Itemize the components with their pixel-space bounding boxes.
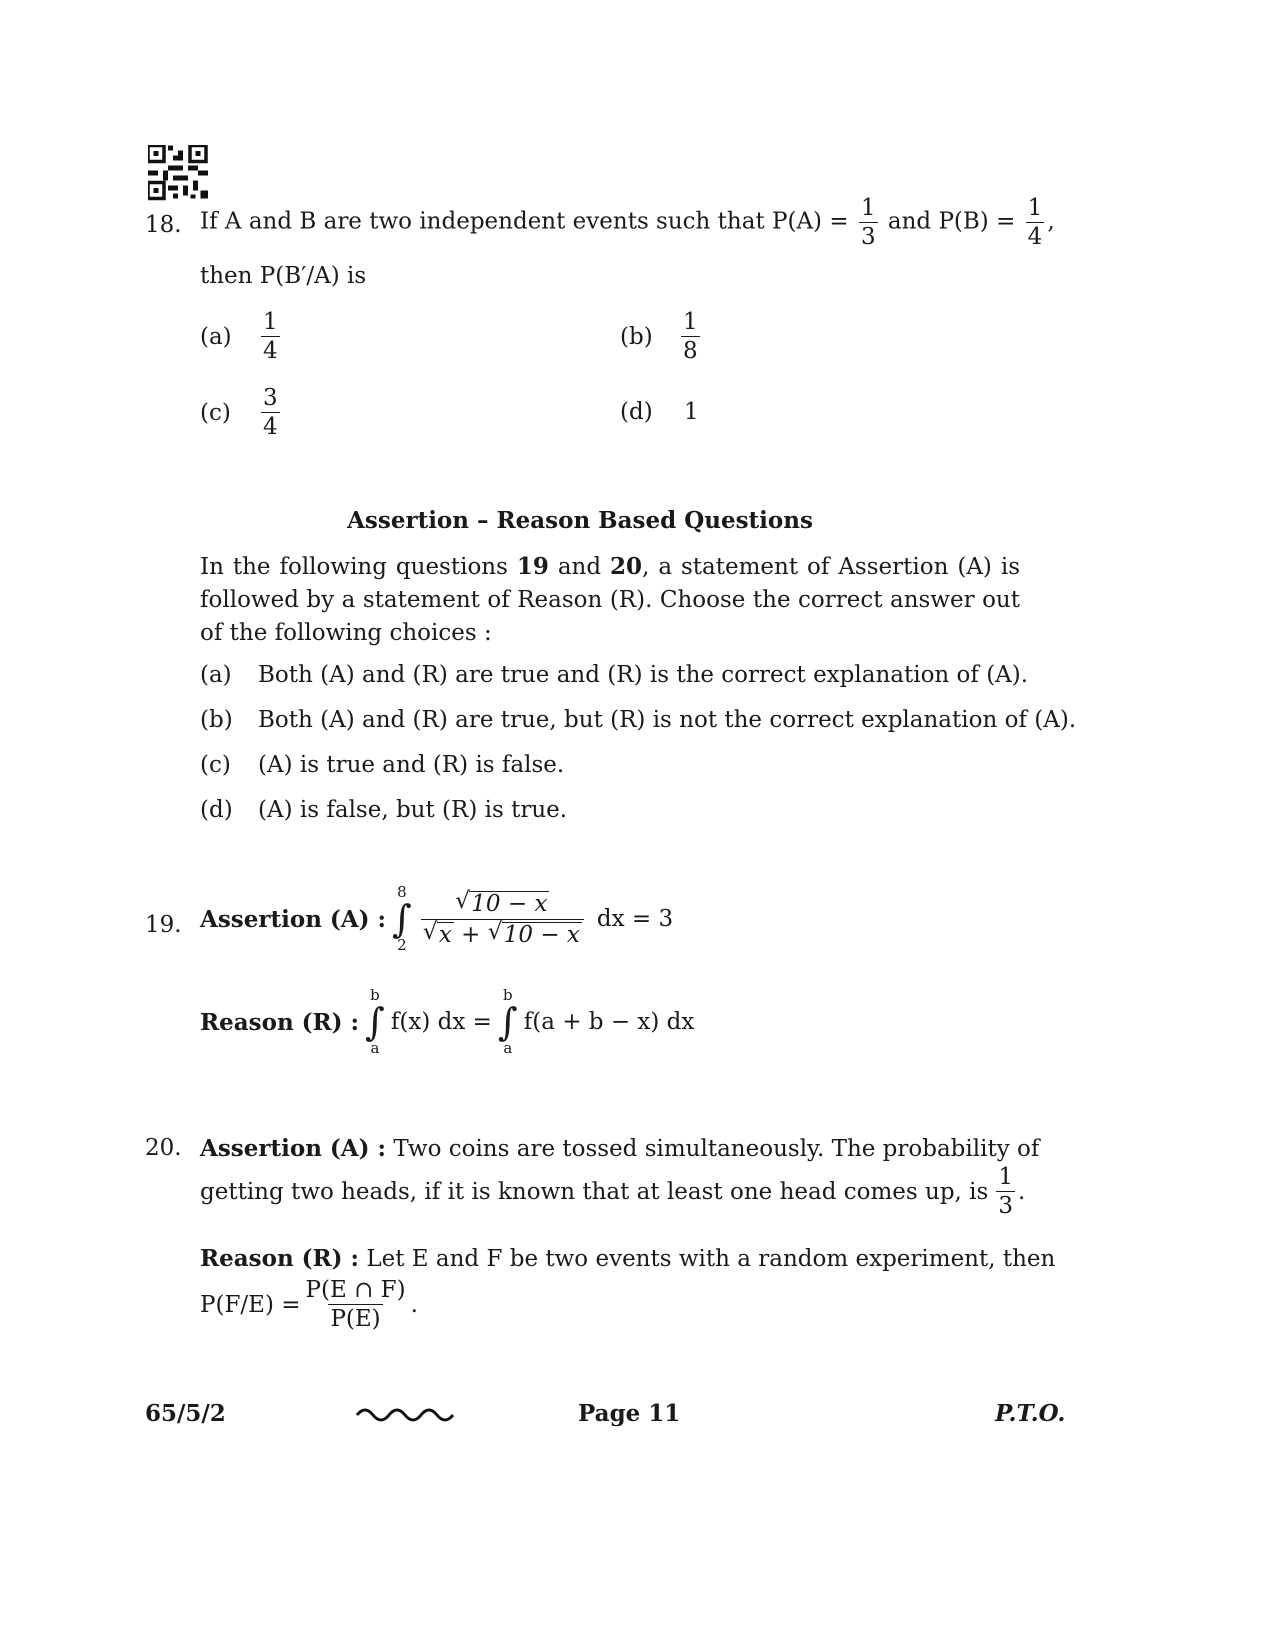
pb-den: 4 (1027, 224, 1043, 251)
pto-label: P.T.O. (995, 1400, 1066, 1427)
q20-formula (200, 1278, 418, 1331)
q18-and-pb: and P(B) = (887, 208, 1016, 235)
fraction-den: 8 (683, 338, 698, 365)
q18-comma: , (1047, 208, 1055, 235)
paper-code: 65/5/2 (145, 1400, 226, 1427)
q20-assertion-label: Assertion (A) : (200, 1135, 387, 1162)
choice-c (200, 752, 564, 778)
sqrt (488, 922, 582, 947)
integral-upper: b (370, 986, 380, 1004)
option-label: (c) (200, 399, 231, 426)
fraction-den: 3 (998, 1193, 1013, 1220)
q20-period: . (1017, 1178, 1026, 1205)
intro-text-2: , a statement of Assertion (A) is followed by a statement of Reason (R). Choose the correct answer out of the following choices : (200, 554, 1021, 646)
page-number: Page 11 (578, 1400, 681, 1427)
option-label: (d) (620, 399, 653, 425)
q18-option-d (620, 399, 699, 425)
sqrt (455, 891, 549, 916)
choice-label: (d) (200, 797, 233, 823)
option-value: 1 (684, 399, 699, 425)
choice-text: Both (A) and (R) are true, but (R) is not the correct explanation of (A). (258, 707, 1077, 733)
pa-num: 1 (860, 195, 876, 221)
fraction-den: P(E) (330, 1306, 381, 1333)
q20-assertion-text: Two coins are tossed simultaneously. The probability of (393, 1136, 1040, 1162)
formula-lhs: P(F/E) = (200, 1291, 301, 1318)
option-label: (b) (620, 323, 653, 350)
qr-code-icon (148, 145, 208, 201)
intro-q19: 19 (516, 553, 549, 580)
sqrt-radicand: 10 − x (471, 891, 548, 918)
integral-symbol: ∫ (392, 897, 412, 941)
q18-line1 (200, 196, 1055, 249)
fraction-den: 4 (263, 414, 278, 441)
q20-assertion-line2 (200, 1165, 1025, 1218)
choice-label: (a) (200, 662, 232, 688)
integral-sign (365, 988, 385, 1056)
choice-d (200, 797, 567, 823)
pb-num: 1 (1027, 195, 1043, 221)
integral-upper: 8 (397, 883, 407, 901)
q20-number: 20. (145, 1135, 182, 1161)
q18-option-b (620, 310, 703, 363)
fraction-num: P(E ∩ F) (305, 1277, 406, 1303)
fraction-num: 1 (263, 309, 278, 335)
integral-lower: a (503, 1039, 513, 1057)
option-fraction (681, 310, 700, 363)
option-label: (a) (200, 323, 232, 350)
choice-label: (b) (200, 707, 233, 733)
pa-den: 3 (860, 224, 876, 251)
pa-fraction (859, 196, 878, 249)
wave-decoration-icon (355, 1405, 460, 1425)
section-intro (200, 550, 1020, 650)
q18-option-c (200, 386, 283, 439)
sqrt (423, 922, 454, 947)
choice-text: (A) is false, but (R) is true. (258, 797, 568, 823)
q19-assertion-label: Assertion (A) : (200, 905, 387, 933)
sqrt-radicand: 10 − x (503, 921, 580, 948)
section-heading: Assertion – Reason Based Questions (347, 507, 813, 534)
integral-sign (498, 988, 518, 1056)
choice-b (200, 707, 1076, 733)
option-fraction (261, 310, 280, 363)
choice-text: Both (A) and (R) are true and (R) is the correct explanation of (A). (258, 662, 1029, 688)
q20-reason-text: Let E and F be two events with a random experiment, then (366, 1246, 1056, 1272)
integral-symbol: ∫ (497, 1000, 518, 1044)
integral-symbol: ∫ (365, 1000, 385, 1044)
fraction-den: 4 (263, 338, 278, 365)
intro-text: In the following questions (200, 554, 517, 580)
q20-reason-label: Reason (R) : (200, 1245, 360, 1272)
q19-tail: dx = 3 (596, 906, 674, 932)
sqrt-radicand: x (438, 921, 452, 948)
choice-label: (c) (200, 752, 231, 778)
integrand-num (453, 891, 551, 918)
q20-reason-line1 (200, 1245, 1055, 1272)
formula-fraction (304, 1278, 408, 1331)
fraction-num: 1 (683, 309, 698, 335)
integral-upper: b (502, 986, 513, 1004)
intro-q20: 20 (610, 553, 643, 580)
q18-option-a (200, 310, 283, 363)
integral-lower: a (370, 1039, 380, 1057)
choice-a (200, 662, 1028, 688)
integrand-den (421, 919, 584, 947)
q19-integrand-fraction (421, 891, 584, 946)
reason-right: f(a + b − x) dx (523, 1009, 695, 1035)
pb-fraction (1026, 196, 1045, 249)
fraction-num: 1 (998, 1164, 1013, 1190)
choice-text: (A) is true and (R) is false. (258, 752, 565, 778)
reason-left: f(x) dx = (390, 1009, 492, 1035)
q18-line2: then P(B′/A) is (200, 263, 367, 289)
q19-reason-label: Reason (R) : (200, 1008, 360, 1036)
q19-number: 19. (145, 912, 182, 938)
q19-reason (200, 988, 694, 1056)
q18-line1-text: If A and B are two independent events such that P(A) = (200, 208, 849, 235)
q20-assertion-text-2: getting two heads, if it is known that at least one head comes up, is (200, 1178, 989, 1205)
integral-sign (392, 885, 412, 953)
integral-lower: 2 (397, 936, 407, 954)
q18-number: 18. (145, 212, 182, 238)
plus-sign: + (461, 921, 481, 948)
q20-fraction (996, 1165, 1015, 1218)
q20-assertion-line1 (200, 1135, 1040, 1162)
formula-end: . (410, 1291, 418, 1318)
q19-assertion (200, 885, 673, 953)
fraction-num: 3 (263, 385, 278, 411)
intro-and: and (548, 554, 611, 580)
option-fraction (261, 386, 280, 439)
